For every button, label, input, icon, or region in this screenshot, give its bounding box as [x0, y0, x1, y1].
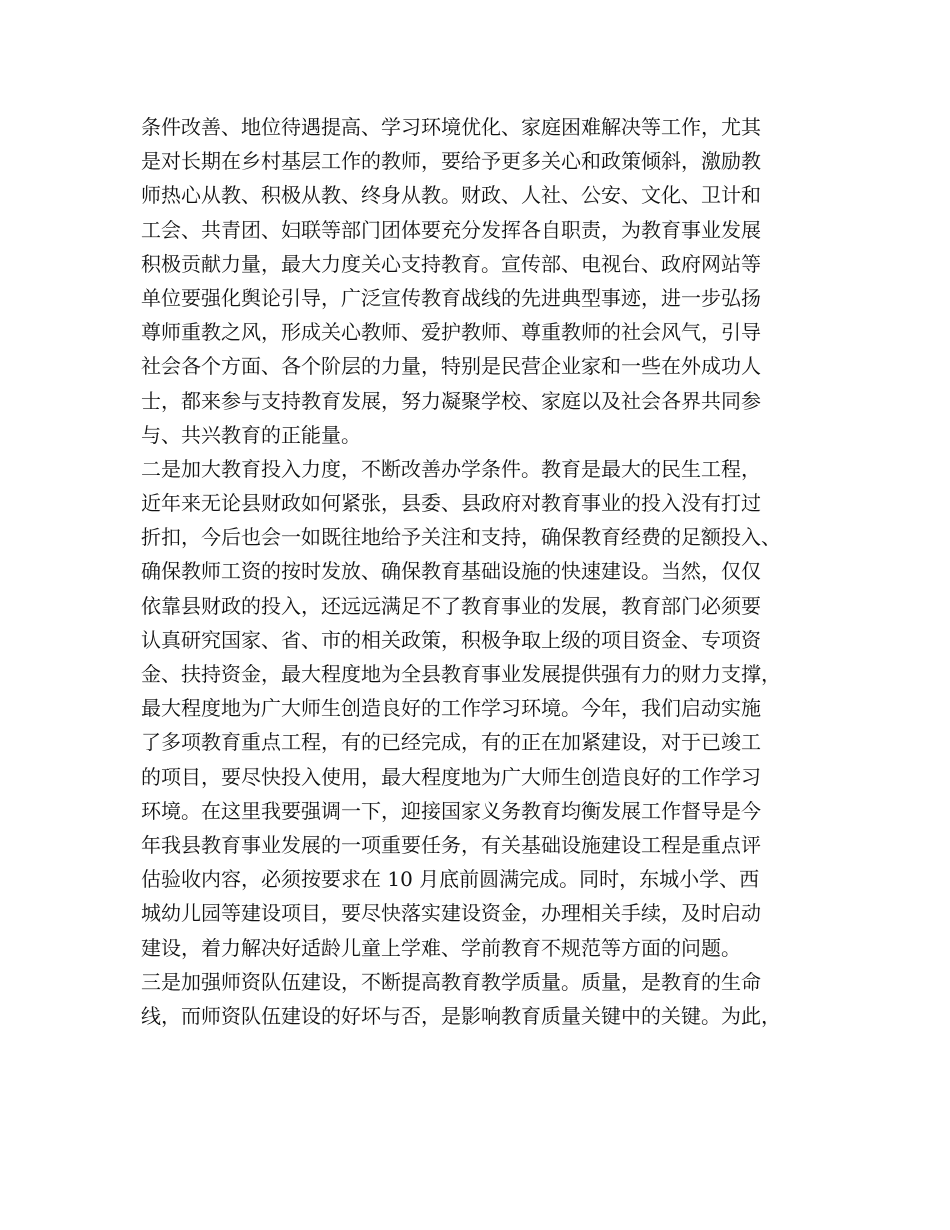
text-line-21: 环境。在这里我要强调一下，迎接国家义务教育均衡发展工作督导是今: [141, 798, 761, 823]
text-line-9: 士，都来参与支持教育发展，努力凝聚学校、家庭以及社会各界共同参: [141, 388, 761, 413]
text-line-12: 近年来无论县财政如何紧张，县委、县政府对教育事业的投入没有打过: [141, 491, 761, 516]
body-text: [141, 110, 831, 1033]
text-line-6: 单位要强化舆论引导，广泛宣传教育战线的先进典型事迹，进一步弘扬: [141, 285, 761, 310]
text-line-2: 是对长期在乡村基层工作的教师，要给予更多关心和政策倾斜，激励教: [141, 149, 761, 174]
text-line-24: 城幼儿园等建设项目，要尽快落实建设资金，办理相关手续，及时启动: [141, 901, 761, 926]
text-line-15: 依靠县财政的投入，还远远满足不了教育事业的发展，教育部门必须要: [141, 593, 761, 618]
text-line-18: 最大程度地为广大师生创造良好的工作学习环境。今年，我们启动实施: [141, 696, 761, 721]
text-line-5: 积极贡献力量，最大力度关心支持教育。宣传部、电视台、政府网站等: [141, 251, 761, 276]
text-line-4: 工会、共青团、妇联等部门团体要充分发挥各自职责，为教育事业发展: [141, 217, 761, 242]
text-line-11: 二是加大教育投入力度，不断改善办学条件。教育是最大的民生工程，: [141, 456, 761, 481]
text-line-23: 估验收内容，必须按要求在 10 月底前圆满完成。同时，东城小学、西: [141, 867, 760, 892]
text-line-1: 条件改善、地位待遇提高、学习环境优化、家庭困难解决等工作，尤其: [141, 115, 761, 139]
text-line-22: 年我县教育事业发展的一项重要任务，有关基础设施建设工程是重点评: [141, 832, 761, 857]
text-line-13: 折扣，今后也会一如既往地给予关注和支持，确保教育经费的足额投入、: [141, 525, 781, 550]
text-line-7: 尊师重教之风，形成关心教师、爱护教师、尊重教师的社会风气，引导: [141, 320, 761, 345]
text-line-16: 认真研究国家、省、市的相关政策，积极争取上级的项目资金、专项资: [141, 627, 761, 652]
text-line-25: 建设，着力解决好适龄儿童上学难、学前教育不规范等方面的问题。: [141, 935, 741, 960]
text-line-26: 三是加强师资队伍建设，不断提高教育教学质量。质量，是教育的生命: [141, 969, 761, 994]
text-line-19: 了多项教育重点工程，有的已经完成，有的正在加紧建设，对于已竣工: [141, 730, 761, 755]
text-line-17: 金、扶持资金，最大程度地为全县教育事业发展提供强有力的财力支撑，: [141, 662, 781, 686]
text-line-10: 与、共兴教育的正能量。: [141, 422, 361, 447]
text-line-20: 的项目，要尽快投入使用，最大程度地为广大师生创造良好的工作学习: [141, 764, 761, 789]
text-line-8: 社会各个方面、各个阶层的力量，特别是民营企业家和一些在外成功人: [141, 354, 761, 379]
text-line-3: 师热心从教、积极从教、终身从教。财政、人社、公安、文化、卫计和: [141, 183, 761, 208]
text-line-14: 确保教师工资的按时发放、确保教育基础设施的快速建设。当然，仅仅: [141, 559, 761, 584]
text-line-27: 线，而师资队伍建设的好坏与否，是影响教育质量关键中的关键。为此，: [141, 1003, 781, 1028]
